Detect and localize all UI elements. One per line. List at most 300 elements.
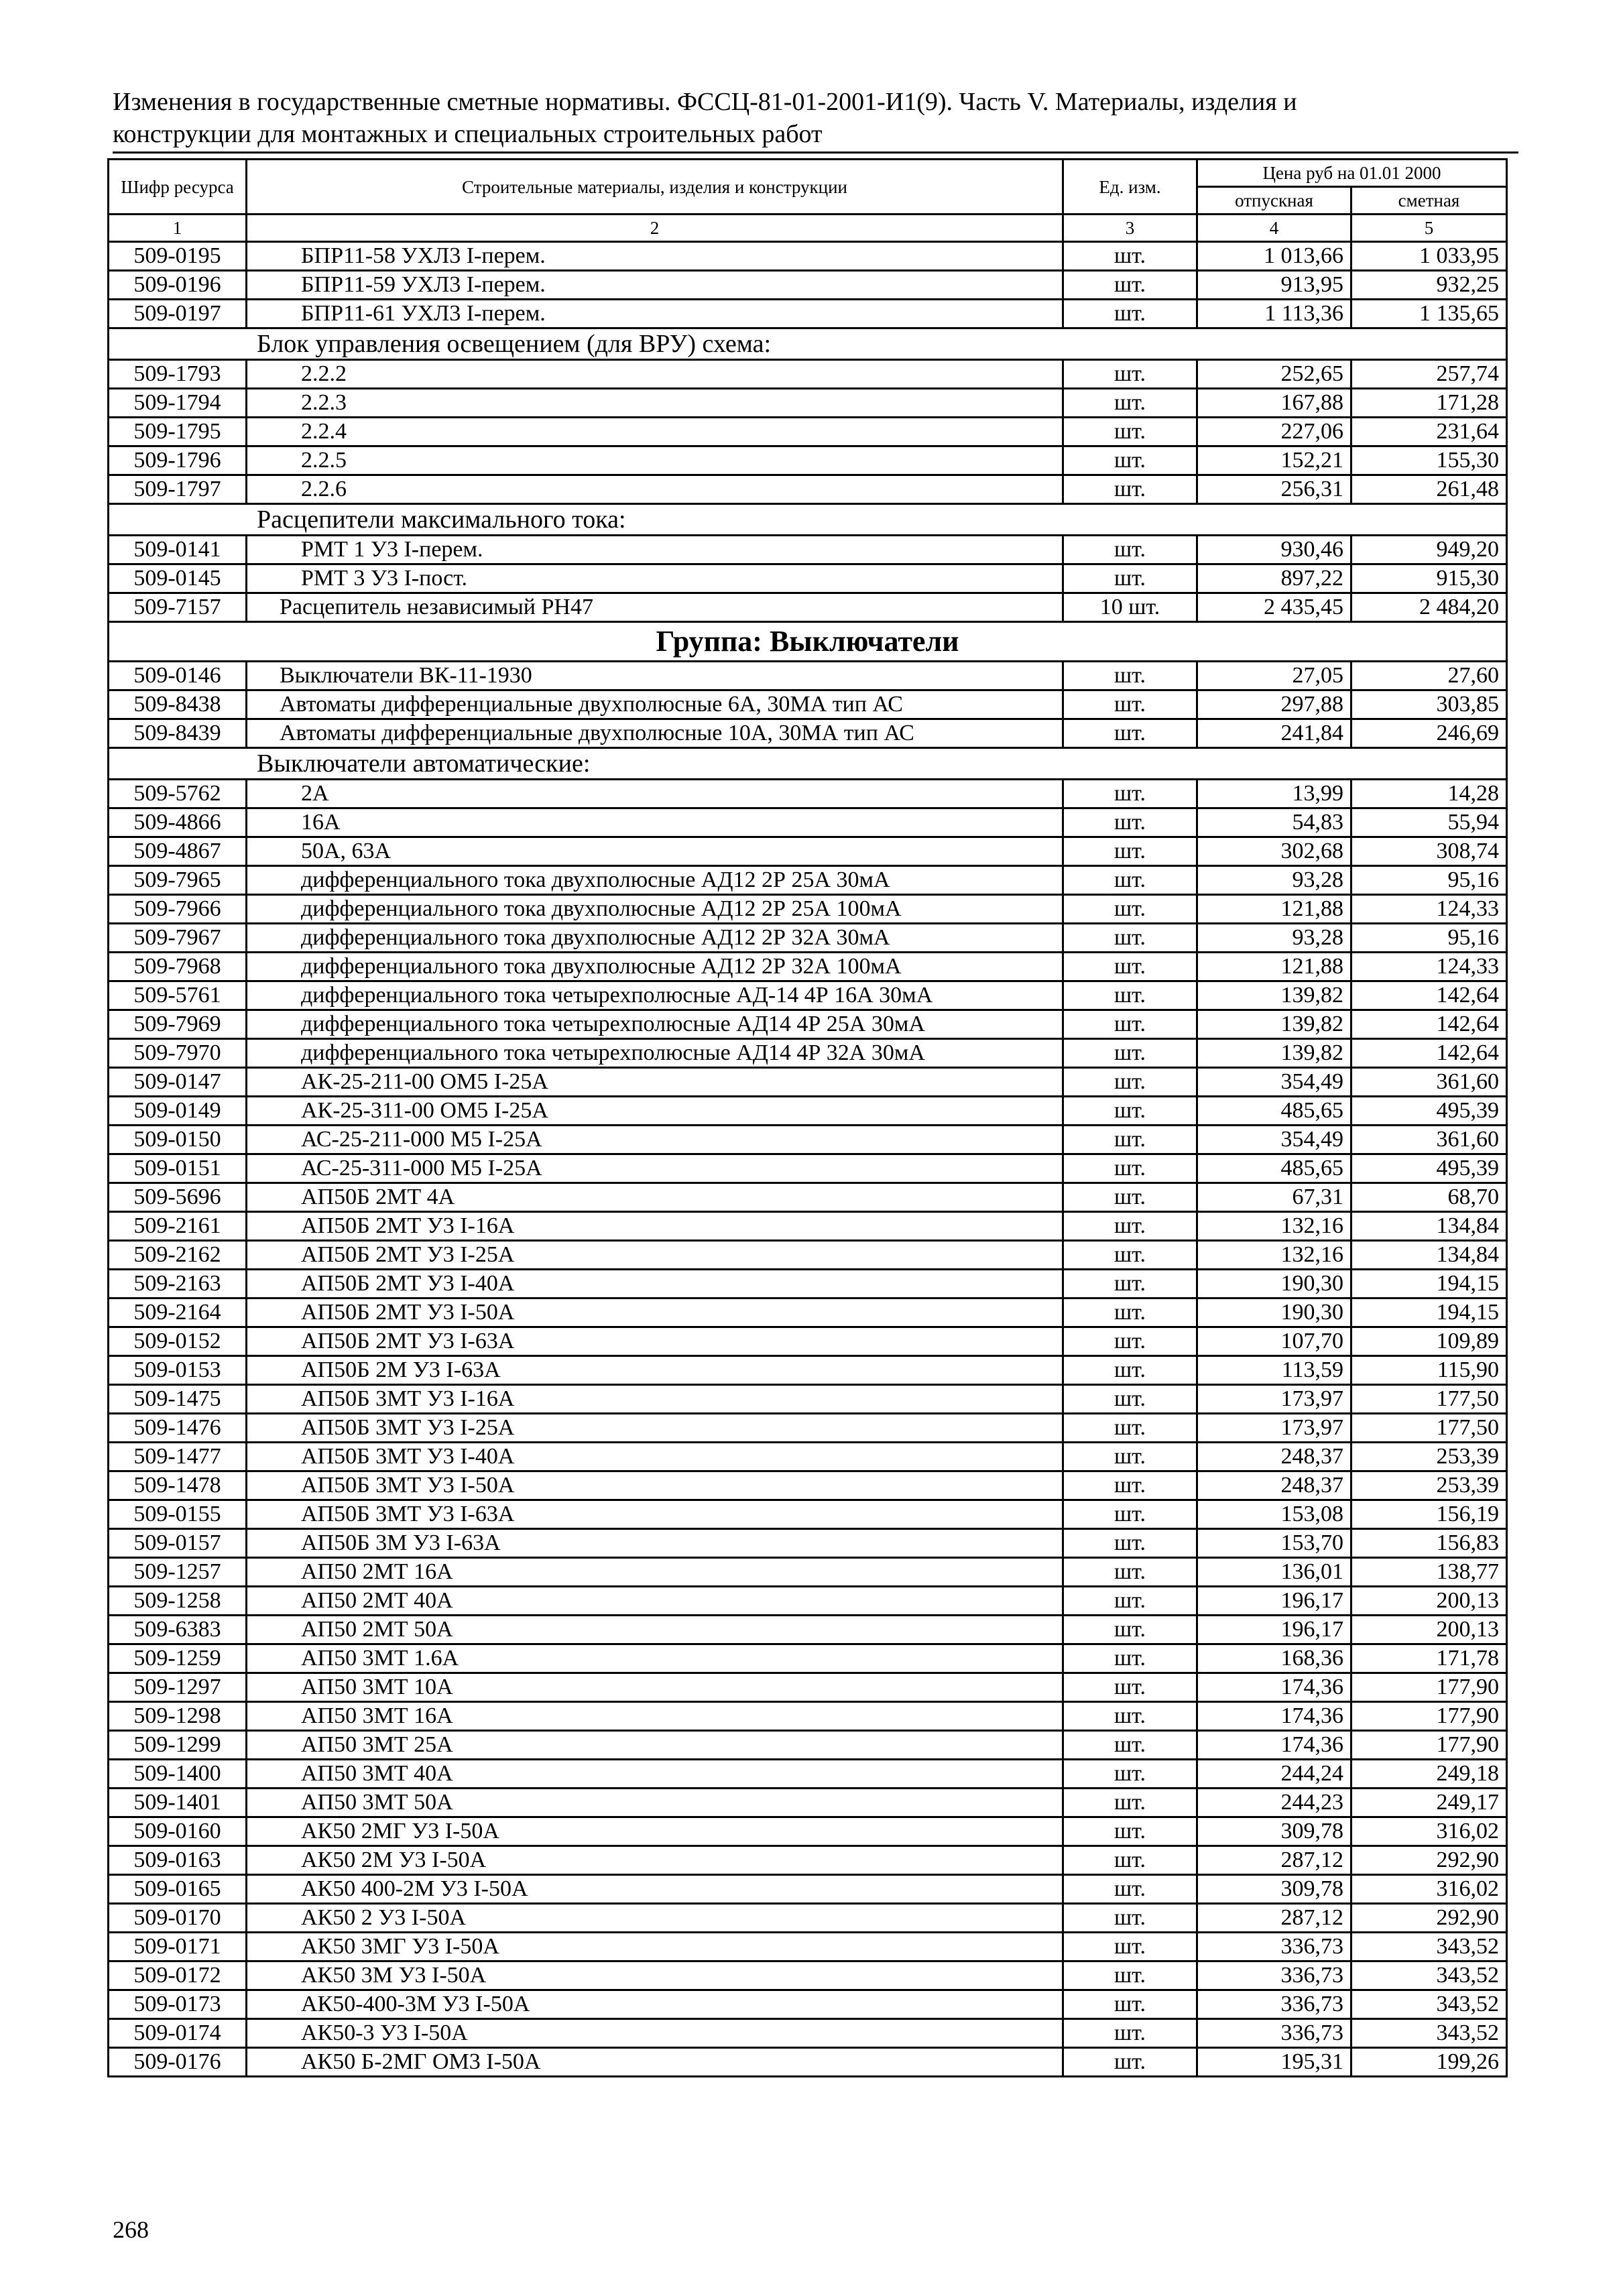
unit-cell: шт. (1063, 1616, 1197, 1644)
table-row (109, 446, 1507, 475)
release-price: 139,82 (1197, 1010, 1351, 1039)
estimate-price: 142,64 (1351, 1010, 1507, 1039)
unit-cell: шт. (1063, 475, 1197, 504)
material-name: АК50-3 У3 I-50А (247, 2019, 1063, 2048)
table-row (109, 1587, 1507, 1616)
head-release: отпускная (1197, 187, 1351, 215)
resource-code: 509-0172 (109, 1961, 247, 1990)
material-name: 2.2.6 (247, 475, 1063, 504)
material-name: АП50Б 3МТ У3 I-40А (247, 1443, 1063, 1471)
material-name: РМТ 1 У3 I-перем. (247, 536, 1063, 564)
table-row (109, 953, 1507, 981)
group-heading: Группа: Выключатели (109, 622, 1507, 662)
estimate-price: 361,60 (1351, 1068, 1507, 1097)
unit-cell: шт. (1063, 1298, 1197, 1327)
unit-cell: шт. (1063, 981, 1197, 1010)
release-price: 241,84 (1197, 719, 1351, 748)
section-heading-row (109, 504, 1507, 536)
resource-code: 509-0165 (109, 1875, 247, 1904)
release-price: 113,59 (1197, 1356, 1351, 1385)
table-row (109, 690, 1507, 719)
release-price: 244,24 (1197, 1760, 1351, 1789)
release-price: 485,65 (1197, 1097, 1351, 1126)
header-line-2: конструкции для монтажных и специальных строительных работ (113, 120, 823, 148)
material-name: АП50 2МТ 16А (247, 1558, 1063, 1587)
section-heading: Расцепители максимального тока: (109, 504, 1507, 536)
resource-code: 509-0151 (109, 1154, 247, 1183)
estimate-price: 177,50 (1351, 1414, 1507, 1443)
table-row (109, 866, 1507, 895)
estimate-price: 253,39 (1351, 1443, 1507, 1471)
material-name: АП50Б 2М У3 I-63А (247, 1356, 1063, 1385)
resource-code: 509-0145 (109, 564, 247, 593)
estimate-price: 156,19 (1351, 1500, 1507, 1529)
release-price: 336,73 (1197, 1990, 1351, 2019)
release-price: 136,01 (1197, 1558, 1351, 1587)
resource-code: 509-8438 (109, 690, 247, 719)
table-row (109, 1241, 1507, 1270)
section-heading-row (109, 748, 1507, 780)
estimate-price: 109,89 (1351, 1327, 1507, 1356)
resource-code: 509-8439 (109, 719, 247, 748)
material-name: дифференциального тока двухполюсные АД12 2Р 25А 100мА (247, 895, 1063, 924)
release-price: 196,17 (1197, 1587, 1351, 1616)
estimate-price: 316,02 (1351, 1875, 1507, 1904)
section-heading: Выключатели автоматические: (109, 748, 1507, 780)
material-name: БПР11-61 УХЛ3 I-перем. (247, 300, 1063, 328)
estimate-price: 308,74 (1351, 837, 1507, 866)
estimate-price: 316,02 (1351, 1817, 1507, 1846)
resource-code: 509-0174 (109, 2019, 247, 2048)
col-number: 2 (247, 215, 1063, 242)
release-price: 132,16 (1197, 1212, 1351, 1241)
table-row (109, 1616, 1507, 1644)
table-row (109, 1731, 1507, 1760)
material-name: АП50Б 3МТ У3 I-25А (247, 1414, 1063, 1443)
header-rule (113, 152, 1518, 154)
material-name: 2.2.3 (247, 389, 1063, 418)
table-head-row-1 (109, 160, 1507, 187)
estimate-price: 292,90 (1351, 1846, 1507, 1875)
material-name: АК50 3МГ У3 I-50А (247, 1933, 1063, 1961)
release-price: 1 013,66 (1197, 242, 1351, 271)
material-name: дифференциального тока двухполюсные АД12 2Р 25А 30мА (247, 866, 1063, 895)
unit-cell: шт. (1063, 1875, 1197, 1904)
material-name: АП50Б 3МТ У3 I-50А (247, 1471, 1063, 1500)
release-price: 256,31 (1197, 475, 1351, 504)
release-price: 354,49 (1197, 1068, 1351, 1097)
unit-cell: шт. (1063, 808, 1197, 837)
table-row (109, 1875, 1507, 1904)
material-name: АК50-400-3М У3 I-50А (247, 1990, 1063, 2019)
material-name: АП50 3МТ 16А (247, 1702, 1063, 1731)
unit-cell: шт. (1063, 1126, 1197, 1154)
table-row (109, 808, 1507, 837)
table-row (109, 242, 1507, 271)
release-price: 174,36 (1197, 1702, 1351, 1731)
release-price: 132,16 (1197, 1241, 1351, 1270)
material-name: АК-25-211-00 ОМ5 I-25А (247, 1068, 1063, 1097)
resource-code: 509-0153 (109, 1356, 247, 1385)
material-name: Выключатели ВК-11-1930 (247, 662, 1063, 690)
unit-cell: шт. (1063, 719, 1197, 748)
unit-cell: шт. (1063, 1760, 1197, 1789)
resource-code: 509-1478 (109, 1471, 247, 1500)
unit-cell: шт. (1063, 1241, 1197, 1270)
resource-code: 509-1796 (109, 446, 247, 475)
estimate-price: 361,60 (1351, 1126, 1507, 1154)
material-name: АП50Б 2МТ У3 I-50А (247, 1298, 1063, 1327)
material-name: АК50 3М У3 I-50А (247, 1961, 1063, 1990)
unit-cell: шт. (1063, 1212, 1197, 1241)
resource-code: 509-2164 (109, 1298, 247, 1327)
estimate-price: 343,52 (1351, 1961, 1507, 1990)
resource-code: 509-0157 (109, 1529, 247, 1558)
table-row (109, 1529, 1507, 1558)
release-price: 248,37 (1197, 1443, 1351, 1471)
unit-cell: шт. (1063, 1558, 1197, 1587)
table-row (109, 1212, 1507, 1241)
release-price: 93,28 (1197, 924, 1351, 953)
page-header (113, 86, 1520, 150)
table-row (109, 1356, 1507, 1385)
material-name: БПР11-59 УХЛ3 I-перем. (247, 271, 1063, 300)
estimate-price: 303,85 (1351, 690, 1507, 719)
material-name: АК50 2М У3 I-50А (247, 1846, 1063, 1875)
table-row (109, 1039, 1507, 1068)
estimate-price: 261,48 (1351, 475, 1507, 504)
col-number: 4 (1197, 215, 1351, 242)
resource-code: 509-0197 (109, 300, 247, 328)
release-price: 336,73 (1197, 1933, 1351, 1961)
unit-cell: шт. (1063, 1010, 1197, 1039)
estimate-price: 495,39 (1351, 1154, 1507, 1183)
material-name: АП50Б 3М У3 I-63А (247, 1529, 1063, 1558)
table-row (109, 1010, 1507, 1039)
resource-code: 509-0160 (109, 1817, 247, 1846)
material-name: АК50 2 У3 I-50А (247, 1904, 1063, 1933)
table-row (109, 1904, 1507, 1933)
resource-code: 509-0150 (109, 1126, 247, 1154)
release-price: 913,95 (1197, 271, 1351, 300)
unit-cell: шт. (1063, 1385, 1197, 1414)
material-name: АП50 2МТ 40А (247, 1587, 1063, 1616)
unit-cell: шт. (1063, 1731, 1197, 1760)
release-price: 302,68 (1197, 837, 1351, 866)
resource-code: 509-6383 (109, 1616, 247, 1644)
resource-code: 509-0163 (109, 1846, 247, 1875)
unit-cell: 10 шт. (1063, 593, 1197, 622)
release-price: 139,82 (1197, 1039, 1351, 1068)
estimate-price: 932,25 (1351, 271, 1507, 300)
resource-code: 509-7966 (109, 895, 247, 924)
estimate-price: 95,16 (1351, 866, 1507, 895)
table-row (109, 418, 1507, 446)
release-price: 67,31 (1197, 1183, 1351, 1212)
table-row (109, 1385, 1507, 1414)
resource-code: 509-1476 (109, 1414, 247, 1443)
resource-code: 509-0196 (109, 271, 247, 300)
estimate-price: 14,28 (1351, 780, 1507, 808)
unit-cell: шт. (1063, 1068, 1197, 1097)
table-row (109, 1933, 1507, 1961)
unit-cell: шт. (1063, 1817, 1197, 1846)
unit-cell: шт. (1063, 418, 1197, 446)
head-estimate: сметная (1351, 187, 1507, 215)
material-name: АП50 3МТ 40А (247, 1760, 1063, 1789)
table-row (109, 1673, 1507, 1702)
unit-cell: шт. (1063, 300, 1197, 328)
estimate-price: 199,26 (1351, 2048, 1507, 2077)
release-price: 121,88 (1197, 895, 1351, 924)
resource-code: 509-0149 (109, 1097, 247, 1126)
head-unit: Ед. изм. (1063, 160, 1197, 215)
resource-code: 509-2162 (109, 1241, 247, 1270)
material-name: АП50Б 2МТ У3 I-16А (247, 1212, 1063, 1241)
table-row (109, 2048, 1507, 2077)
release-price: 195,31 (1197, 2048, 1351, 2077)
release-price: 244,23 (1197, 1789, 1351, 1817)
material-name: Автоматы дифференциальные двухполюсные 6А, 30МА тип АС (247, 690, 1063, 719)
table-row (109, 360, 1507, 389)
table-row (109, 2019, 1507, 2048)
table-row (109, 1702, 1507, 1731)
resource-code: 509-1797 (109, 475, 247, 504)
estimate-price: 171,78 (1351, 1644, 1507, 1673)
estimate-price: 253,39 (1351, 1471, 1507, 1500)
release-price: 93,28 (1197, 866, 1351, 895)
col-number: 1 (109, 215, 247, 242)
unit-cell: шт. (1063, 924, 1197, 953)
estimate-price: 177,90 (1351, 1702, 1507, 1731)
estimate-price: 142,64 (1351, 1039, 1507, 1068)
table-row (109, 1990, 1507, 2019)
estimate-price: 1 135,65 (1351, 300, 1507, 328)
unit-cell: шт. (1063, 1356, 1197, 1385)
resource-code: 509-7967 (109, 924, 247, 953)
unit-cell: шт. (1063, 271, 1197, 300)
head-price: Цена руб на 01.01 2000 (1197, 160, 1507, 187)
unit-cell: шт. (1063, 1990, 1197, 2019)
unit-cell: шт. (1063, 1644, 1197, 1673)
material-name: 16А (247, 808, 1063, 837)
estimate-price: 915,30 (1351, 564, 1507, 593)
col-number: 3 (1063, 215, 1197, 242)
material-name: дифференциального тока четырехполюсные АД14 4Р 25А 30мА (247, 1010, 1063, 1039)
release-price: 336,73 (1197, 1961, 1351, 1990)
release-price: 897,22 (1197, 564, 1351, 593)
resource-code: 509-1400 (109, 1760, 247, 1789)
table-row (109, 564, 1507, 593)
resource-code: 509-1795 (109, 418, 247, 446)
unit-cell: шт. (1063, 1904, 1197, 1933)
resource-code: 509-0155 (109, 1500, 247, 1529)
unit-cell: шт. (1063, 1789, 1197, 1817)
resource-code: 509-1298 (109, 1702, 247, 1731)
estimate-price: 249,18 (1351, 1760, 1507, 1789)
material-name: АП50Б 3МТ У3 I-16А (247, 1385, 1063, 1414)
release-price: 1 113,36 (1197, 300, 1351, 328)
table-row (109, 895, 1507, 924)
estimate-price: 200,13 (1351, 1616, 1507, 1644)
resource-code: 509-0195 (109, 242, 247, 271)
release-price: 227,06 (1197, 418, 1351, 446)
section-heading: Блок управления освещением (для ВРУ) схема: (109, 328, 1507, 360)
table-row (109, 1270, 1507, 1298)
release-price: 173,97 (1197, 1414, 1351, 1443)
resource-code: 509-4866 (109, 808, 247, 837)
release-price: 190,30 (1197, 1270, 1351, 1298)
table-row (109, 1183, 1507, 1212)
resource-code: 509-7970 (109, 1039, 247, 1068)
unit-cell: шт. (1063, 690, 1197, 719)
estimate-price: 27,60 (1351, 662, 1507, 690)
release-price: 930,46 (1197, 536, 1351, 564)
material-name: АП50 3МТ 50А (247, 1789, 1063, 1817)
material-name: 2А (247, 780, 1063, 808)
resource-code: 509-1297 (109, 1673, 247, 1702)
material-name: АП50Б 2МТ У3 I-25А (247, 1241, 1063, 1270)
table-row (109, 593, 1507, 622)
table-row (109, 536, 1507, 564)
resource-code: 509-1401 (109, 1789, 247, 1817)
table-row (109, 780, 1507, 808)
release-price: 287,12 (1197, 1904, 1351, 1933)
table-row (109, 719, 1507, 748)
release-price: 336,73 (1197, 2019, 1351, 2048)
price-table (107, 158, 1508, 2077)
material-name: АС-25-311-000 М5 I-25А (247, 1154, 1063, 1183)
head-name: Строительные материалы, изделия и конструкции (247, 160, 1063, 215)
release-price: 121,88 (1197, 953, 1351, 981)
resource-code: 509-1259 (109, 1644, 247, 1673)
release-price: 27,05 (1197, 662, 1351, 690)
unit-cell: шт. (1063, 1443, 1197, 1471)
resource-code: 509-0141 (109, 536, 247, 564)
unit-cell: шт. (1063, 1471, 1197, 1500)
table-row (109, 1644, 1507, 1673)
resource-code: 509-1477 (109, 1443, 247, 1471)
resource-code: 509-5696 (109, 1183, 247, 1212)
material-name: АП50 3МТ 10А (247, 1673, 1063, 1702)
estimate-price: 194,15 (1351, 1298, 1507, 1327)
resource-code: 509-4867 (109, 837, 247, 866)
table-row (109, 1414, 1507, 1443)
release-price: 153,08 (1197, 1500, 1351, 1529)
head-code: Шифр ресурса (109, 160, 247, 215)
table-row (109, 271, 1507, 300)
table-row (109, 662, 1507, 690)
release-price: 309,78 (1197, 1875, 1351, 1904)
unit-cell: шт. (1063, 2019, 1197, 2048)
table-row (109, 837, 1507, 866)
estimate-price: 246,69 (1351, 719, 1507, 748)
release-price: 354,49 (1197, 1126, 1351, 1154)
table-row (109, 475, 1507, 504)
unit-cell: шт. (1063, 446, 1197, 475)
unit-cell: шт. (1063, 564, 1197, 593)
resource-code: 509-0173 (109, 1990, 247, 2019)
material-name: АП50 3МТ 1.6А (247, 1644, 1063, 1673)
resource-code: 509-1793 (109, 360, 247, 389)
estimate-price: 177,50 (1351, 1385, 1507, 1414)
table-row (109, 1817, 1507, 1846)
resource-code: 509-7965 (109, 866, 247, 895)
unit-cell: шт. (1063, 1961, 1197, 1990)
unit-cell: шт. (1063, 1529, 1197, 1558)
material-name: 2.2.2 (247, 360, 1063, 389)
release-price: 13,99 (1197, 780, 1351, 808)
resource-code: 509-2161 (109, 1212, 247, 1241)
material-name: РМТ 3 У3 I-пост. (247, 564, 1063, 593)
material-name: 50А, 63А (247, 837, 1063, 866)
material-name: АК50 400-2М У3 I-50А (247, 1875, 1063, 1904)
table-row (109, 924, 1507, 953)
estimate-price: 343,52 (1351, 1990, 1507, 2019)
table-row (109, 1154, 1507, 1183)
material-name: АП50Б 2МТ 4А (247, 1183, 1063, 1212)
release-price: 107,70 (1197, 1327, 1351, 1356)
estimate-price: 194,15 (1351, 1270, 1507, 1298)
unit-cell: шт. (1063, 866, 1197, 895)
estimate-price: 171,28 (1351, 389, 1507, 418)
release-price: 174,36 (1197, 1731, 1351, 1760)
estimate-price: 55,94 (1351, 808, 1507, 837)
table-row (109, 1471, 1507, 1500)
estimate-price: 249,17 (1351, 1789, 1507, 1817)
estimate-price: 949,20 (1351, 536, 1507, 564)
resource-code: 509-7157 (109, 593, 247, 622)
estimate-price: 292,90 (1351, 1904, 1507, 1933)
estimate-price: 115,90 (1351, 1356, 1507, 1385)
table-row (109, 1097, 1507, 1126)
unit-cell: шт. (1063, 389, 1197, 418)
release-price: 153,70 (1197, 1529, 1351, 1558)
unit-cell: шт. (1063, 953, 1197, 981)
estimate-price: 95,16 (1351, 924, 1507, 953)
table-row (109, 389, 1507, 418)
header-line-1: Изменения в государственные сметные нормативы. ФССЦ-81-01-2001-И1(9). Часть V. Материалы, изделия и (113, 88, 1297, 116)
material-name: АП50Б 2МТ У3 I-63А (247, 1327, 1063, 1356)
material-name: АК50 Б-2МГ ОМ3 I-50А (247, 2048, 1063, 2077)
resource-code: 509-2163 (109, 1270, 247, 1298)
material-name: АП50 2МТ 50А (247, 1616, 1063, 1644)
resource-code: 509-1794 (109, 389, 247, 418)
estimate-price: 134,84 (1351, 1212, 1507, 1241)
table-row (109, 1789, 1507, 1817)
resource-code: 509-7968 (109, 953, 247, 981)
estimate-price: 124,33 (1351, 953, 1507, 981)
resource-code: 509-0176 (109, 2048, 247, 2077)
release-price: 297,88 (1197, 690, 1351, 719)
estimate-price: 134,84 (1351, 1241, 1507, 1270)
material-name: АС-25-211-000 М5 I-25А (247, 1126, 1063, 1154)
resource-code: 509-1257 (109, 1558, 247, 1587)
estimate-price: 1 033,95 (1351, 242, 1507, 271)
unit-cell: шт. (1063, 1414, 1197, 1443)
release-price: 248,37 (1197, 1471, 1351, 1500)
material-name: БПР11-58 УХЛ3 I-перем. (247, 242, 1063, 271)
resource-code: 509-0147 (109, 1068, 247, 1097)
resource-code: 509-0146 (109, 662, 247, 690)
group-heading-row (109, 622, 1507, 662)
table-row (109, 300, 1507, 328)
resource-code: 509-0170 (109, 1904, 247, 1933)
table-row (109, 1298, 1507, 1327)
release-price: 139,82 (1197, 981, 1351, 1010)
estimate-price: 2 484,20 (1351, 593, 1507, 622)
estimate-price: 142,64 (1351, 981, 1507, 1010)
